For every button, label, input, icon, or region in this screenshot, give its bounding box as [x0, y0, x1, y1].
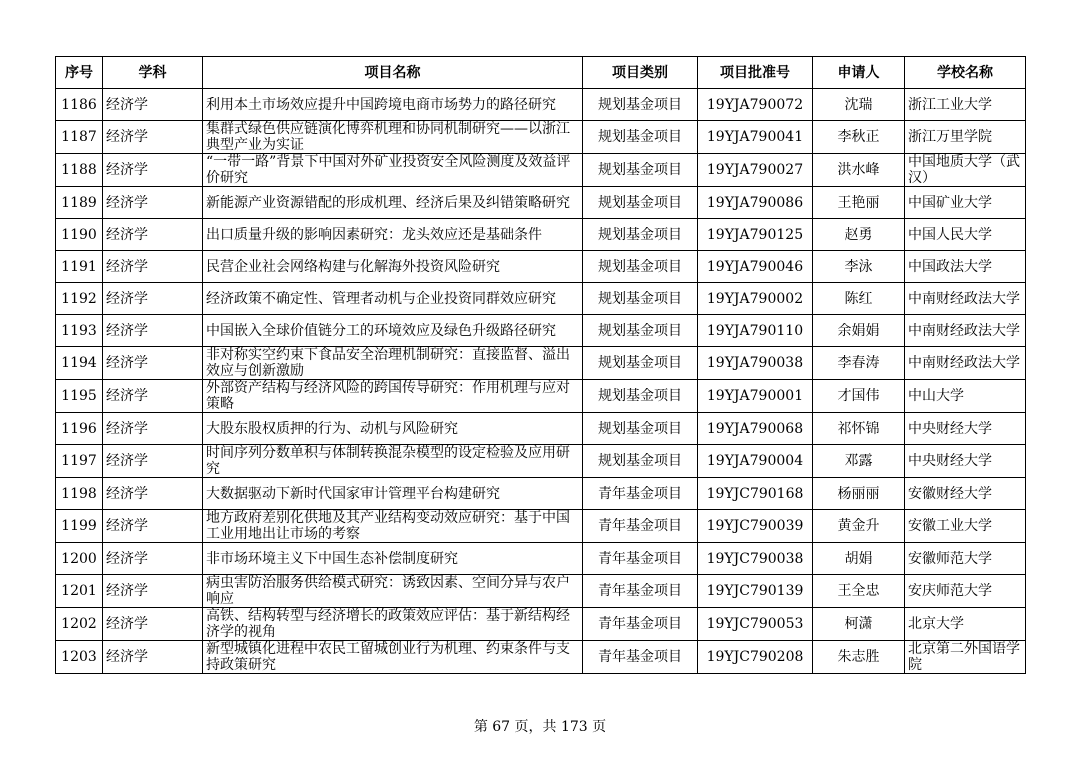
cell-discipline-text: 经济学	[106, 226, 148, 243]
cell-index-text: 1191	[61, 258, 97, 275]
cell-project-name-text: 中国嵌入全球价值链分工的环境效应及绿色升级路径研究	[206, 322, 556, 339]
cell-discipline-text: 经济学	[106, 322, 148, 339]
cell-discipline	[103, 543, 203, 575]
cell-index-text: 1201	[61, 583, 97, 599]
cell-applicant-text: 才国伟	[837, 388, 880, 404]
cell-applicant-text: 杨丽丽	[837, 485, 880, 502]
cell-school-text: 北京第二外国语学院	[908, 641, 1020, 673]
cell-approval-no-text: 19YJA790068	[706, 420, 804, 437]
cell-index-text: 1194	[61, 355, 97, 371]
cell-project-type-text: 青年基金项目	[598, 485, 682, 502]
cell-discipline-text: 经济学	[106, 616, 148, 632]
cell-approval-no	[698, 641, 813, 674]
cell-project-type	[583, 478, 698, 510]
cell-approval-no-text: 19YJA790004	[706, 453, 804, 469]
cell-discipline-text: 经济学	[106, 194, 148, 211]
cell-index	[56, 315, 103, 347]
cell-project-type-text: 规划基金项目	[598, 420, 682, 437]
table-row	[56, 315, 1026, 347]
cell-project-type	[583, 251, 698, 283]
cell-applicant	[813, 283, 905, 315]
cell-project-type	[583, 641, 698, 674]
cell-index-text: 1188	[61, 162, 97, 178]
cell-project-name	[203, 543, 583, 575]
cell-project-type-text: 规划基金项目	[598, 453, 682, 469]
cell-discipline-text: 经济学	[106, 388, 148, 404]
cell-approval-no	[698, 121, 813, 154]
cell-discipline-text: 经济学	[106, 485, 148, 502]
cell-applicant-text: 赵勇	[844, 226, 873, 243]
cell-approval-no-text: 19YJA790041	[706, 129, 804, 145]
cell-discipline	[103, 608, 203, 641]
cell-school-text: 中国政法大学	[908, 258, 992, 275]
cell-discipline	[103, 641, 203, 674]
cell-index	[56, 187, 103, 219]
page-footer: 第 67 页，共 173 页	[473, 719, 607, 735]
cell-project-type-text: 规划基金项目	[598, 388, 682, 404]
cell-school-text: 中央财经大学	[908, 453, 992, 469]
cell-approval-no	[698, 608, 813, 641]
header-applicant: 申请人	[813, 57, 905, 89]
cell-project-name	[203, 154, 583, 187]
table-row	[56, 89, 1026, 121]
cell-project-name	[203, 510, 583, 543]
header-index: 序号	[56, 57, 103, 89]
cell-project-type	[583, 347, 698, 380]
table-row	[56, 478, 1026, 510]
cell-school	[905, 89, 1026, 121]
cell-applicant	[813, 510, 905, 543]
cell-project-name	[203, 315, 583, 347]
cell-applicant	[813, 543, 905, 575]
cell-index-text: 1189	[61, 194, 97, 211]
cell-school-text: 安徽财经大学	[908, 485, 992, 502]
cell-school	[905, 121, 1026, 154]
cell-approval-no	[698, 413, 813, 445]
cell-approval-no	[698, 380, 813, 413]
cell-discipline	[103, 154, 203, 187]
cell-approval-no	[698, 478, 813, 510]
cell-applicant-text: 李秋正	[837, 129, 880, 145]
cell-project-type	[583, 575, 698, 608]
table-row	[56, 445, 1026, 478]
cell-approval-no	[698, 543, 813, 575]
table-row	[56, 380, 1026, 413]
cell-index	[56, 608, 103, 641]
cell-school	[905, 347, 1026, 380]
cell-index	[56, 510, 103, 543]
cell-discipline-text: 经济学	[106, 550, 148, 567]
cell-school	[905, 608, 1026, 641]
cell-project-name-text: 非对称实空约束下食品安全治理机制研究：直接监督、溢出效应与创新激励	[206, 347, 570, 379]
cell-discipline-text: 经济学	[106, 583, 148, 599]
cell-applicant	[813, 380, 905, 413]
cell-applicant-text: 陈红	[844, 290, 873, 307]
cell-project-type	[583, 89, 698, 121]
header-school: 学校名称	[905, 57, 1026, 89]
cell-applicant-text: 朱志胜	[837, 649, 880, 665]
cell-project-name	[203, 608, 583, 641]
cell-discipline	[103, 575, 203, 608]
cell-applicant-text: 王艳丽	[837, 194, 880, 211]
cell-project-type-text: 规划基金项目	[598, 129, 682, 145]
cell-school	[905, 510, 1026, 543]
cell-approval-no-text: 19YJA790002	[706, 290, 804, 307]
cell-project-name	[203, 187, 583, 219]
cell-approval-no-text: 19YJA790072	[706, 96, 804, 113]
cell-approval-no-text: 19YJA790086	[706, 194, 804, 211]
cell-approval-no-text: 19YJA790125	[706, 226, 804, 243]
cell-index-text: 1190	[61, 226, 97, 243]
table-row	[56, 347, 1026, 380]
cell-index-text: 1202	[61, 616, 97, 632]
cell-discipline	[103, 121, 203, 154]
cell-applicant	[813, 445, 905, 478]
cell-index-text: 1197	[61, 453, 97, 469]
cell-discipline	[103, 283, 203, 315]
cell-project-type	[583, 315, 698, 347]
cell-applicant	[813, 315, 905, 347]
cell-school	[905, 543, 1026, 575]
cell-index	[56, 413, 103, 445]
cell-discipline	[103, 89, 203, 121]
cell-discipline	[103, 347, 203, 380]
header-approval-no: 项目批准号	[698, 57, 813, 89]
cell-project-type	[583, 187, 698, 219]
cell-school	[905, 187, 1026, 219]
cell-discipline-text: 经济学	[106, 290, 148, 307]
cell-project-name	[203, 89, 583, 121]
cell-approval-no	[698, 347, 813, 380]
cell-applicant	[813, 641, 905, 674]
cell-approval-no-text: 19YJA790110	[706, 322, 804, 339]
cell-project-name-text: 出口质量升级的影响因素研究：龙头效应还是基础条件	[206, 226, 542, 243]
cell-school-text: 浙江万里学院	[908, 129, 992, 145]
cell-school	[905, 641, 1026, 674]
cell-discipline-text: 经济学	[106, 649, 148, 665]
cell-project-name-text: 民营企业社会网络构建与化解海外投资风险研究	[206, 258, 500, 275]
cell-applicant	[813, 608, 905, 641]
cell-index	[56, 575, 103, 608]
cell-school-text: 中南财经政法大学	[908, 355, 1020, 371]
cell-project-type-text: 青年基金项目	[598, 518, 682, 534]
cell-approval-no-text: 19YJA790038	[706, 355, 804, 371]
cell-approval-no	[698, 315, 813, 347]
cell-discipline-text: 经济学	[106, 162, 148, 178]
cell-project-name	[203, 575, 583, 608]
cell-approval-no-text: 19YJA790027	[706, 162, 804, 178]
cell-index	[56, 283, 103, 315]
cell-applicant	[813, 347, 905, 380]
table-row	[56, 413, 1026, 445]
cell-school-text: 安徽师范大学	[908, 550, 992, 567]
cell-school-text: 安徽工业大学	[908, 518, 992, 534]
cell-project-name-text: 新能源产业资源错配的形成机理、经济后果及纠错策略研究	[206, 194, 570, 211]
cell-approval-no	[698, 575, 813, 608]
cell-index	[56, 543, 103, 575]
cell-applicant-text: 胡娟	[844, 550, 873, 567]
cell-school	[905, 575, 1026, 608]
cell-project-type-text: 规划基金项目	[598, 290, 682, 307]
cell-project-type-text: 规划基金项目	[598, 162, 682, 178]
cell-project-name-text: 地方政府差别化供地及其产业结构变动效应研究：基于中国工业用地出让市场的考察	[206, 510, 570, 542]
cell-index-text: 1196	[61, 420, 97, 437]
cell-index-text: 1200	[61, 550, 97, 567]
cell-project-name-text: 高铁、结构转型与经济增长的政策效应评估：基于新结构经济学的视角	[206, 608, 570, 640]
cell-school	[905, 154, 1026, 187]
table-row	[56, 154, 1026, 187]
cell-project-name-text: 时间序列分数单积与体制转换混杂模型的设定检验及应用研究	[206, 445, 570, 477]
cell-project-type	[583, 283, 698, 315]
cell-applicant	[813, 251, 905, 283]
cell-project-type	[583, 543, 698, 575]
cell-project-name-text: 外部资产结构与经济风险的跨国传导研究：作用机理与应对策略	[206, 380, 570, 412]
cell-index	[56, 89, 103, 121]
cell-index	[56, 347, 103, 380]
cell-index-text: 1186	[61, 96, 97, 113]
cell-project-type	[583, 121, 698, 154]
cell-applicant-text: 黄金升	[837, 518, 880, 534]
cell-school-text: 中央财经大学	[908, 420, 992, 437]
cell-project-type-text: 规划基金项目	[598, 226, 682, 243]
cell-approval-no	[698, 154, 813, 187]
cell-school	[905, 380, 1026, 413]
cell-index-text: 1192	[61, 290, 97, 307]
cell-project-name	[203, 445, 583, 478]
cell-project-name	[203, 641, 583, 674]
cell-discipline	[103, 445, 203, 478]
project-table	[55, 56, 1026, 674]
cell-school	[905, 251, 1026, 283]
cell-approval-no-text: 19YJC790139	[706, 583, 804, 599]
cell-applicant	[813, 219, 905, 251]
cell-discipline	[103, 510, 203, 543]
cell-approval-no	[698, 187, 813, 219]
cell-school	[905, 283, 1026, 315]
cell-school-text: 中山大学	[908, 388, 964, 404]
cell-approval-no-text: 19YJC790039	[706, 518, 804, 534]
cell-approval-no	[698, 89, 813, 121]
cell-applicant-text: 余娟娟	[837, 322, 880, 339]
cell-index-text: 1195	[61, 388, 97, 404]
cell-school-text: 浙江工业大学	[908, 96, 992, 113]
cell-applicant-text: 李泳	[844, 258, 873, 275]
cell-school-text: 中国人民大学	[908, 226, 992, 243]
cell-project-name-text: 经济政策不确定性、管理者动机与企业投资同群效应研究	[206, 290, 556, 307]
cell-project-type-text: 规划基金项目	[598, 258, 682, 275]
cell-index	[56, 641, 103, 674]
cell-discipline-text: 经济学	[106, 453, 148, 469]
cell-project-type-text: 规划基金项目	[598, 322, 682, 339]
table-row	[56, 510, 1026, 543]
cell-approval-no-text: 19YJC790038	[706, 550, 804, 567]
cell-index-text: 1203	[61, 649, 97, 665]
cell-discipline	[103, 413, 203, 445]
cell-discipline	[103, 315, 203, 347]
table-header-row	[56, 57, 1026, 89]
cell-discipline-text: 经济学	[106, 518, 148, 534]
cell-project-name	[203, 251, 583, 283]
cell-applicant	[813, 154, 905, 187]
table-row	[56, 283, 1026, 315]
table-row	[56, 251, 1026, 283]
cell-school	[905, 478, 1026, 510]
header-discipline: 学科	[103, 57, 203, 89]
cell-index	[56, 445, 103, 478]
cell-project-type	[583, 219, 698, 251]
cell-index	[56, 251, 103, 283]
cell-approval-no	[698, 283, 813, 315]
cell-discipline	[103, 219, 203, 251]
cell-index	[56, 121, 103, 154]
cell-project-name-text: “一带一路”背景下中国对外矿业投资安全风险测度及效益评价研究	[206, 154, 571, 186]
cell-school	[905, 413, 1026, 445]
cell-project-type-text: 青年基金项目	[598, 583, 682, 599]
cell-index-text: 1199	[61, 518, 97, 534]
cell-project-name-text: 大股东股权质押的行为、动机与风险研究	[206, 420, 458, 437]
cell-index	[56, 380, 103, 413]
cell-school-text: 中南财经政法大学	[908, 322, 1020, 339]
table-row	[56, 187, 1026, 219]
cell-school	[905, 445, 1026, 478]
cell-applicant	[813, 575, 905, 608]
cell-project-name	[203, 283, 583, 315]
table-row	[56, 641, 1026, 674]
header-project-type: 项目类别	[583, 57, 698, 89]
cell-project-name	[203, 347, 583, 380]
table-row	[56, 121, 1026, 154]
cell-applicant	[813, 121, 905, 154]
cell-approval-no	[698, 251, 813, 283]
cell-index-text: 1187	[61, 129, 97, 145]
cell-applicant-text: 洪水峰	[837, 162, 880, 178]
cell-project-type	[583, 413, 698, 445]
cell-project-name	[203, 413, 583, 445]
cell-discipline	[103, 187, 203, 219]
table-row	[56, 543, 1026, 575]
cell-approval-no	[698, 219, 813, 251]
cell-index	[56, 154, 103, 187]
cell-project-name-text: 非市场环境主义下中国生态补偿制度研究	[206, 550, 458, 567]
cell-index	[56, 478, 103, 510]
cell-applicant-text: 沈瑞	[844, 96, 873, 113]
cell-project-name	[203, 121, 583, 154]
cell-school-text: 中南财经政法大学	[908, 290, 1020, 307]
cell-applicant	[813, 89, 905, 121]
cell-discipline-text: 经济学	[106, 258, 148, 275]
cell-discipline-text: 经济学	[106, 355, 148, 371]
cell-index-text: 1193	[61, 322, 97, 339]
header-project-name: 项目名称	[203, 57, 583, 89]
cell-school-text: 安庆师范大学	[908, 583, 992, 599]
cell-project-type-text: 规划基金项目	[598, 355, 682, 371]
cell-project-type	[583, 608, 698, 641]
table-row	[56, 219, 1026, 251]
cell-school-text: 中国地质大学（武汉）	[908, 154, 1020, 186]
cell-applicant	[813, 413, 905, 445]
cell-project-type-text: 青年基金项目	[598, 649, 682, 665]
cell-applicant	[813, 478, 905, 510]
cell-project-type-text: 青年基金项目	[598, 550, 682, 567]
cell-approval-no	[698, 510, 813, 543]
cell-index	[56, 219, 103, 251]
cell-school-text: 北京大学	[908, 616, 964, 632]
cell-project-name-text: 利用本土市场效应提升中国跨境电商市场势力的路径研究	[206, 96, 556, 113]
table-row	[56, 575, 1026, 608]
cell-applicant-text: 王全忠	[837, 583, 880, 599]
cell-approval-no-text: 19YJC790168	[706, 485, 804, 502]
cell-discipline	[103, 251, 203, 283]
cell-approval-no-text: 19YJC790208	[706, 649, 804, 665]
cell-approval-no	[698, 445, 813, 478]
cell-project-type	[583, 510, 698, 543]
cell-approval-no-text: 19YJC790053	[706, 616, 804, 632]
cell-applicant-text: 柯潇	[844, 616, 873, 632]
cell-project-name	[203, 219, 583, 251]
cell-discipline	[103, 380, 203, 413]
cell-applicant-text: 邓露	[844, 453, 873, 469]
cell-discipline-text: 经济学	[106, 96, 148, 113]
cell-discipline-text: 经济学	[106, 129, 148, 145]
cell-applicant	[813, 187, 905, 219]
cell-school-text: 中国矿业大学	[908, 194, 992, 211]
cell-applicant-text: 祁怀锦	[837, 420, 880, 437]
cell-discipline	[103, 478, 203, 510]
cell-approval-no-text: 19YJA790046	[706, 258, 804, 275]
cell-school	[905, 219, 1026, 251]
cell-index-text: 1198	[61, 485, 97, 502]
cell-school	[905, 315, 1026, 347]
cell-project-name	[203, 478, 583, 510]
cell-project-type-text: 规划基金项目	[598, 96, 682, 113]
cell-project-name	[203, 380, 583, 413]
cell-project-name-text: 集群式绿色供应链演化博弈机理和协同机制研究——以浙江典型产业为实证	[206, 121, 570, 153]
cell-approval-no-text: 19YJA790001	[706, 388, 804, 404]
cell-project-type	[583, 154, 698, 187]
cell-applicant-text: 李春涛	[837, 355, 880, 371]
cell-discipline-text: 经济学	[106, 420, 148, 437]
cell-project-type-text: 青年基金项目	[598, 616, 682, 632]
cell-project-name-text: 病虫害防治服务供给模式研究：诱致因素、空间分异与农户响应	[206, 575, 570, 607]
table-row	[56, 608, 1026, 641]
cell-project-name-text: 大数据驱动下新时代国家审计管理平台构建研究	[206, 485, 500, 502]
cell-project-type	[583, 445, 698, 478]
cell-project-type-text: 规划基金项目	[598, 194, 682, 211]
cell-project-name-text: 新型城镇化进程中农民工留城创业行为机理、约束条件与支持政策研究	[206, 641, 570, 673]
cell-project-type	[583, 380, 698, 413]
